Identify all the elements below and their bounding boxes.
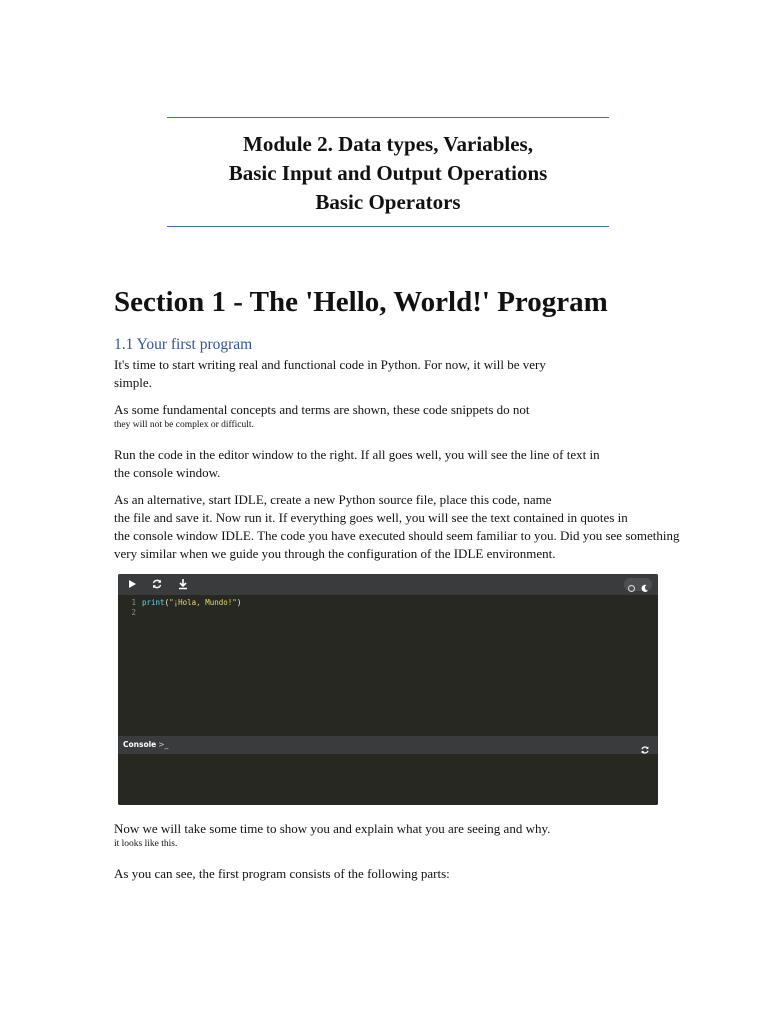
concepts-line: As some fundamental concepts and terms are shown, these code snippets do not bbox=[114, 402, 530, 417]
console-output[interactable] bbox=[118, 754, 658, 805]
console-bar bbox=[118, 736, 658, 754]
module-title-line-2: Basic Input and Output Operations bbox=[228, 161, 548, 185]
code-function: print bbox=[142, 598, 165, 607]
idle-line-4: very similar when we guide you through the configuration of the IDLE environment. bbox=[114, 546, 556, 561]
concepts-note: they will not be complex or difficult. bbox=[114, 420, 254, 430]
explain-line: Now we will take some time to show you and explain what you are seeing and why. bbox=[114, 821, 551, 836]
intro-paragraph bbox=[114, 356, 546, 392]
run-line-2: the console window. bbox=[114, 465, 221, 480]
code-area[interactable] bbox=[118, 595, 658, 736]
code-line-1 bbox=[142, 598, 241, 608]
idle-line-2: the file and save it. Now run it. If everything goes well, you will see the text contained in quotes in bbox=[114, 510, 628, 525]
header-top-rule bbox=[167, 117, 609, 118]
code-close-paren: ) bbox=[236, 598, 242, 607]
reset-icon[interactable] bbox=[151, 578, 163, 590]
download-icon[interactable] bbox=[177, 578, 189, 590]
module-title-line-1: Module 2. Data types, Variables, bbox=[243, 132, 533, 156]
idle-paragraph bbox=[114, 491, 679, 563]
console-title: Console bbox=[123, 740, 157, 749]
idle-line-3: the console window IDLE. The code you have executed should seem familiar to you. Did you see something bbox=[114, 528, 680, 543]
refresh-icon[interactable] bbox=[640, 740, 650, 750]
code-editor bbox=[118, 574, 658, 805]
code-open-paren: ( bbox=[164, 598, 170, 607]
run-line-1: Run the code in the editor window to the right. If all goes well, you will see the line of text in bbox=[114, 447, 600, 462]
sun-icon[interactable] bbox=[626, 579, 637, 590]
section-heading: Section 1 - The 'Hello, World!' Program bbox=[114, 286, 608, 318]
line-number: 1 bbox=[131, 598, 136, 607]
code-string: "¡Hola, Mundo!" bbox=[169, 598, 237, 607]
explain-note: it looks like this. bbox=[114, 839, 178, 849]
idle-line-1: As an alternative, start IDLE, create a new Python source file, place this code, name bbox=[114, 492, 552, 507]
intro-line-2: simple. bbox=[114, 375, 152, 390]
theme-toggle[interactable] bbox=[624, 578, 652, 591]
module-title bbox=[150, 130, 626, 217]
console-label bbox=[123, 739, 168, 751]
play-icon[interactable] bbox=[126, 578, 138, 590]
line-number: 2 bbox=[131, 608, 136, 617]
module-title-line-3: Basic Operators bbox=[315, 190, 461, 214]
console-prompt-icon: >_ bbox=[158, 740, 169, 749]
editor-toolbar bbox=[118, 574, 658, 595]
line-gutter bbox=[118, 598, 136, 618]
intro-line-1: It's time to start writing real and functional code in Python. For now, it will be very bbox=[114, 357, 546, 372]
parts-paragraph bbox=[114, 865, 450, 883]
explain-paragraph bbox=[114, 820, 550, 838]
moon-icon[interactable] bbox=[639, 579, 650, 590]
run-paragraph bbox=[114, 446, 600, 482]
concepts-paragraph bbox=[114, 401, 530, 419]
subheading: 1.1 Your first program bbox=[114, 336, 253, 353]
parts-line: As you can see, the first program consists of the following parts: bbox=[114, 866, 450, 881]
header-bottom-rule bbox=[167, 226, 609, 227]
